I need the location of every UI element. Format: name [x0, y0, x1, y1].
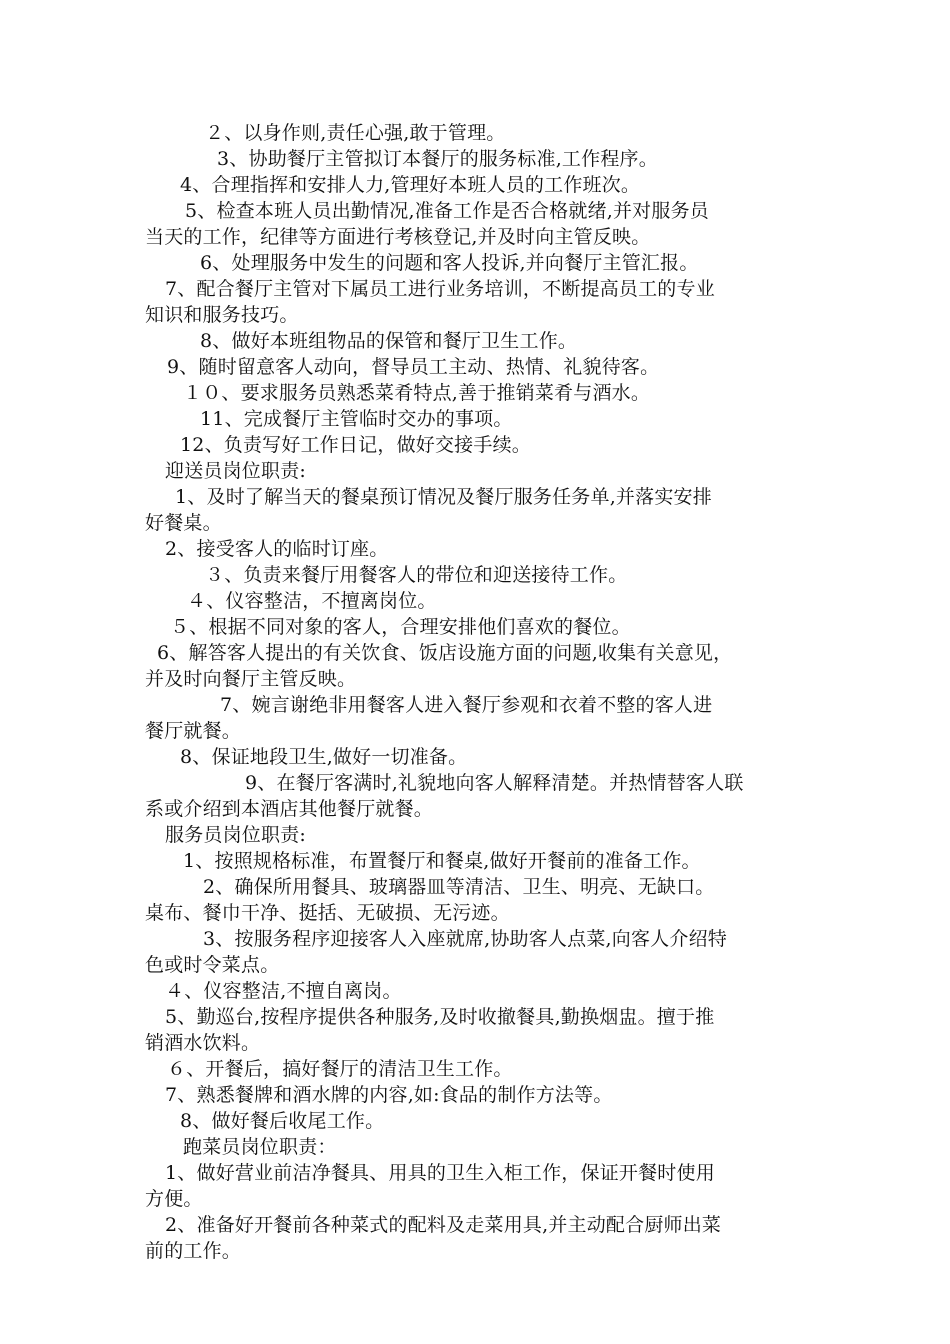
text-line: 6、解答客人提出的有关饮食、饭店设施方面的问题,收集有关意见， [157, 642, 733, 664]
text-line: 餐厅就餐。 [145, 720, 242, 742]
text-line: 色或时令菜点。 [145, 954, 280, 976]
text-line: ３、负责来餐厅用餐客人的带位和迎送接待工作。 [205, 564, 628, 586]
text-line: ４、仪容整洁，不擅离岗位。 [187, 590, 437, 612]
text-line: 7、婉言谢绝非用餐客人进入餐厅参观和衣着不整的客人进 [220, 694, 713, 716]
text-line: 知识和服务技巧。 [145, 304, 299, 326]
text-line: 1、及时了解当天的餐桌预订情况及餐厅服务任务单,并落实安排 [175, 486, 712, 508]
text-line: 好餐桌。 [145, 512, 222, 534]
text-line: 2、接受客人的临时订座。 [165, 538, 389, 560]
text-line: 9、随时留意客人动向，督导员工主动、热情、礼貌待客。 [167, 356, 660, 378]
text-line: 3、协助餐厅主管拟订本餐厅的服务标准,工作程序。 [217, 148, 658, 170]
text-line: 5、检查本班人员出勤情况,准备工作是否合格就绪,并对服务员 [185, 200, 709, 222]
text-line: 系或介绍到本酒店其他餐厅就餐。 [145, 798, 434, 820]
text-line: ５、根据不同对象的客人，合理安排他们喜欢的餐位。 [170, 616, 631, 638]
text-line: 3、按服务程序迎接客人入座就席,协助客人点菜,向客人介绍特 [203, 928, 727, 950]
text-line: 销酒水饮料。 [145, 1032, 261, 1054]
text-line: 1、按照规格标准，布置餐厅和餐桌,做好开餐前的准备工作。 [183, 850, 701, 872]
text-line: 6、处理服务中发生的问题和客人投诉,并向餐厅主管汇报。 [200, 252, 699, 274]
text-line: 1、做好营业前洁净餐具、用具的卫生入柜工作，保证开餐时使用 [165, 1162, 715, 1184]
text-line: 9、在餐厅客满时,礼貌地向客人解释清楚。并热情替客人联 [245, 772, 744, 794]
text-line: 服务员岗位职责: [165, 824, 307, 846]
text-line: ６、开餐后，搞好餐厅的清洁卫生工作。 [167, 1058, 513, 1080]
text-line: 前的工作。 [145, 1240, 242, 1262]
document-body [145, 120, 815, 1264]
text-line: 迎送员岗位职责: [165, 460, 307, 482]
text-line: 7、熟悉餐牌和酒水牌的内容,如:食品的制作方法等。 [165, 1084, 613, 1106]
text-line: 桌布、餐巾干净、挺括、无破损、无污迹。 [145, 902, 510, 924]
text-line: ２、以身作则,责任心强,敢于管理。 [205, 122, 506, 144]
text-line: 8、做好餐后收尾工作。 [180, 1110, 385, 1132]
text-line: 5、勤巡台,按程序提供各种服务,及时收撤餐具,勤换烟盅。擅于推 [165, 1006, 715, 1028]
text-line: 2、确保所用餐具、玻璃器皿等清洁、卫生、明亮、无缺口。 [203, 876, 715, 898]
text-line: 2、准备好开餐前各种菜式的配料及走菜用具,并主动配合厨师出菜 [165, 1214, 722, 1236]
text-line: 并及时向餐厅主管反映。 [145, 668, 357, 690]
text-line: 4、合理指挥和安排人力,管理好本班人员的工作班次。 [180, 174, 641, 196]
text-line: 当天的工作，纪律等方面进行考核登记,并及时向主管反映。 [145, 226, 651, 248]
text-line: 12、负责写好工作日记，做好交接手续。 [180, 434, 531, 456]
text-line: 跑菜员岗位职责： [183, 1136, 337, 1158]
text-line: ４、仪容整洁,不擅自离岗。 [165, 980, 402, 1002]
text-line: 8、保证地段卫生,做好一切准备。 [180, 746, 468, 768]
text-line: １０、要求服务员熟悉菜肴特点,善于推销菜肴与酒水。 [183, 382, 651, 404]
text-line: 8、做好本班组物品的保管和餐厅卫生工作。 [200, 330, 578, 352]
text-line: 7、配合餐厅主管对下属员工进行业务培训，不断提高员工的专业 [165, 278, 715, 300]
text-line: 方便。 [145, 1188, 203, 1210]
text-line: 11、完成餐厅主管临时交办的事项。 [200, 408, 513, 430]
